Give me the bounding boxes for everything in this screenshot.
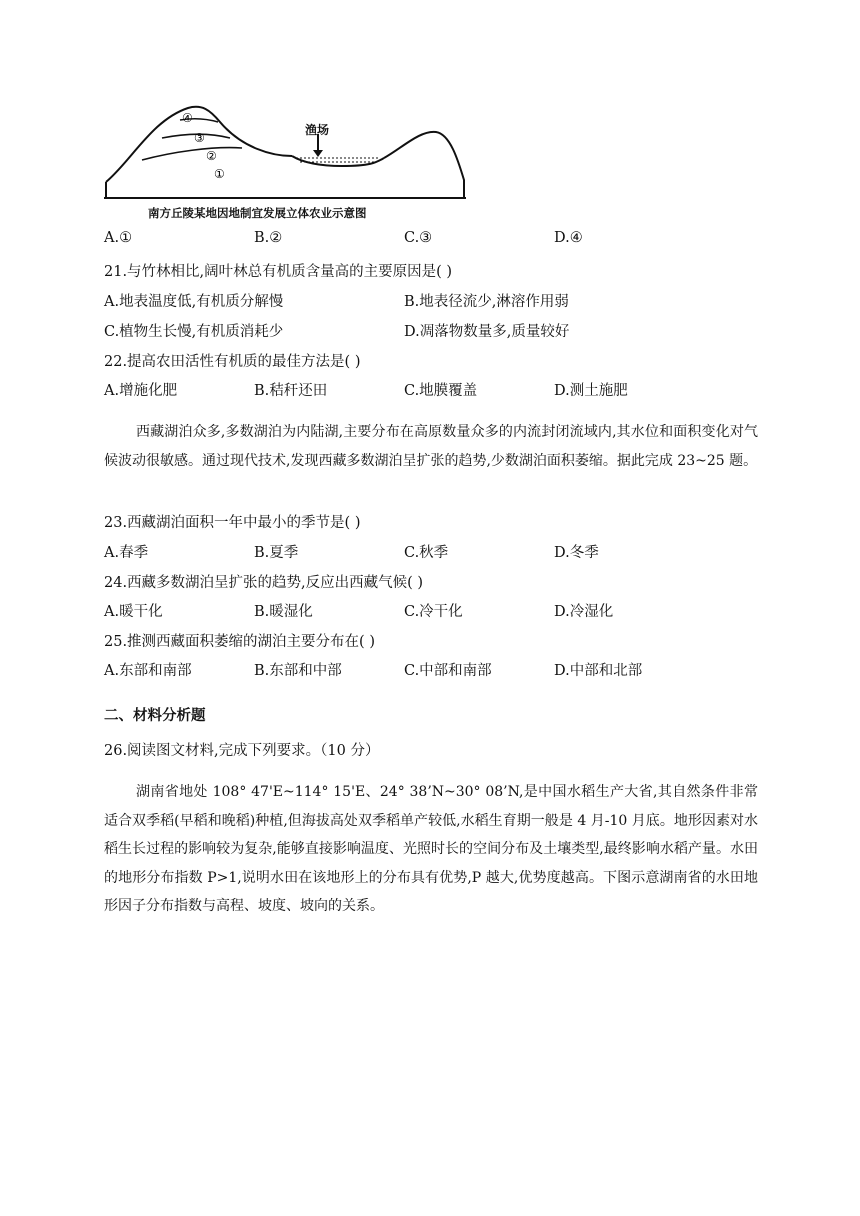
q20-option-a: A.① xyxy=(104,230,133,246)
passage-hunan-rice: 湖南省地处 108° 47'E~114° 15'E、24° 38’N~30° 08’N,是中国水稻生产大省,其自然条件非常适合双季稻(早稻和晚稻)种植,但海拔高处双季稻单产较低,水稻生育期一般是 4 月-10 月底。地形因素对水稻生长过程的影响较为复杂,能够直接影响温度、光照时长的空间分布及土壤类型,最终影响水稻产量。水田的地形分布指数 P>1,说明水田在该地形上的分布具有优势,P 越大,优势度越高。下图示意湖南省的水田地形因子分布指数与高程、坡度、坡向的关系。 xyxy=(104,784,758,914)
q25-option-a: A.东部和南部 xyxy=(104,663,192,679)
zone-label: ③ xyxy=(194,131,205,145)
q20-option-c: C.③ xyxy=(404,230,433,246)
q21-option-d: D.凋落物数量多,质量较好 xyxy=(404,324,570,340)
passage-tibet-lakes: 西藏湖泊众多,多数湖泊为内陆湖,主要分布在高原数量众多的内流封闭流域内,其水位和面积变化对气候波动很敏感。通过现代技术,发现西藏多数湖泊呈扩张的趋势,少数湖泊面积萎缩。据此完成 23~25 题。 xyxy=(104,424,758,469)
q21-option-c: C.植物生长慢,有机质消耗少 xyxy=(104,324,284,340)
section-heading: 二、材料分析题 xyxy=(104,708,206,724)
q25-option-d: D.中部和北部 xyxy=(554,663,643,679)
q24-option-d: D.冷湿化 xyxy=(554,604,614,620)
q24-option-a: A.暖干化 xyxy=(104,604,163,620)
zone-label: ④ xyxy=(182,111,193,125)
q20-option-b: B.② xyxy=(254,230,283,246)
q24-stem: 24.西藏多数湖泊呈扩张的趋势,反应出西藏气候( ) xyxy=(104,575,424,591)
terrain-diagram xyxy=(102,100,468,204)
q20-option-d: D.④ xyxy=(554,230,583,246)
q23-option-d: D.冬季 xyxy=(554,545,599,561)
q22-option-b: B.秸秆还田 xyxy=(254,383,328,399)
q25-option-c: C.中部和南部 xyxy=(404,663,492,679)
q21-option-b: B.地表径流少,淋溶作用弱 xyxy=(404,294,569,310)
q23-option-a: A.春季 xyxy=(104,545,149,561)
q23-option-b: B.夏季 xyxy=(254,545,299,561)
q21-stem: 21.与竹林相比,阔叶林总有机质含量高的主要原因是( ) xyxy=(104,264,453,280)
q24-option-b: B.暖湿化 xyxy=(254,604,313,620)
figure-caption: 南方丘陵某地因地制宜发展立体农业示意图 xyxy=(148,206,367,220)
q25-option-b: B.东部和中部 xyxy=(254,663,342,679)
q23-stem: 23.西藏湖泊面积一年中最小的季节是( ) xyxy=(104,515,361,531)
zone-label: ② xyxy=(206,149,217,163)
zone-label: ① xyxy=(214,167,225,181)
fishery-label: 渔场 xyxy=(305,123,330,137)
q21-option-a: A.地表温度低,有机质分解慢 xyxy=(104,294,284,310)
q25-stem: 25.推测西藏面积萎缩的湖泊主要分布在( ) xyxy=(104,634,375,650)
q23-option-c: C.秋季 xyxy=(404,545,449,561)
q22-option-d: D.测土施肥 xyxy=(554,383,628,399)
q22-option-c: C.地膜覆盖 xyxy=(404,383,478,399)
q22-option-a: A.增施化肥 xyxy=(104,383,178,399)
q24-option-c: C.冷干化 xyxy=(404,604,463,620)
q22-stem: 22.提高农田活性有机质的最佳方法是( ) xyxy=(104,354,361,370)
q26-stem: 26.阅读图文材料,完成下列要求。（10 分） xyxy=(104,743,380,759)
